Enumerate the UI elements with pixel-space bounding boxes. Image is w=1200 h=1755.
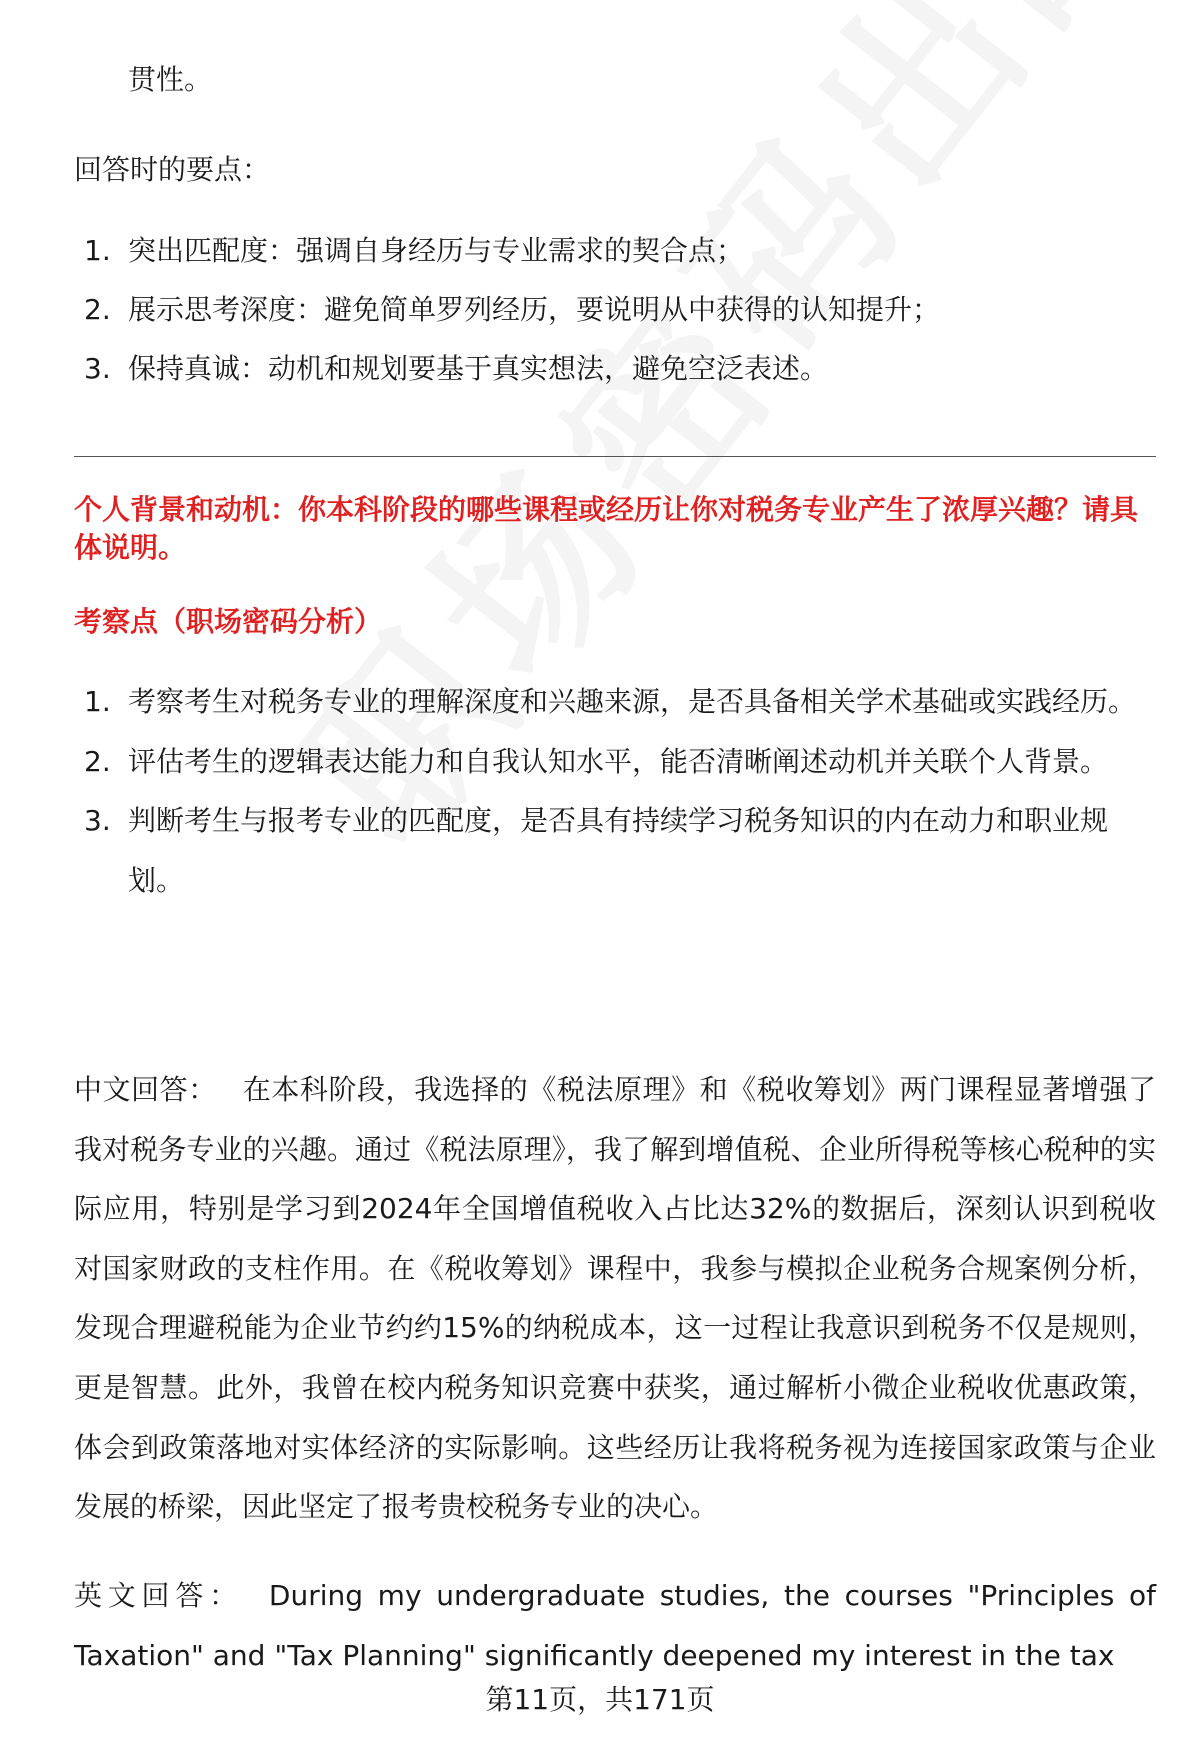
assessment-list: [74, 672, 1156, 910]
english-answer-text: During my undergraduate studies, the courses "Principles of Taxation" and "Tax Planning" significantly deepened my interest in the tax: [74, 1579, 1156, 1672]
list-item: 1. 突出匹配度：强调自身经历与专业需求的契合点；: [84, 234, 745, 267]
answer-tips-list: [74, 221, 1156, 398]
question-title: 个人背景和动机：你本科阶段的哪些课程或经历让你对税务专业产生了浓厚兴趣？请具体说明。: [74, 493, 1139, 564]
list-item: 2. 评估考生的逻辑表达能力和自我认知水平，能否清晰阐述动机并关联个人背景。: [84, 744, 1109, 778]
list-item: 2. 展示思考深度：避免简单罗列经历，要说明从中获得的认知提升；: [84, 293, 941, 326]
answer-tips-heading: 回答时的要点：: [74, 153, 271, 186]
list-item: 1. 考察考生对税务专业的理解深度和兴趣来源，是否具备相关学术基础或实践经历。: [84, 685, 1137, 718]
assessment-heading: 考察点（职场密码分析）: [74, 605, 383, 638]
section-divider: [74, 456, 1156, 457]
assessment-section: [74, 672, 1156, 910]
continuation-text: 贯性。: [128, 63, 213, 96]
chinese-answer-text: 在本科阶段，我选择的《税法原理》和《税收筹划》两门课程显著增强了我对税务专业的兴趣。通过《税法原理》，我了解到增值税、企业所得税等核心税种的实际应用，特别是学习到2024年全国增值税收入占比达32%的数据后，深刻认识到税收对国家财政的支柱作用。在《税收筹划》课程中，我参与模拟企业税务合规案例分析，发现合理避税能为企业节约约15%的纳税成本，这一过程让我意识到税务不仅是规则，更是智慧。此外，我曾在校内税务知识竞赛中获奖，通过解析小微企业税收优惠政策，体会到政策落地对实体经济的实际影响。这些经历让我将税务视为连接国家政策与企业发展的桥梁，因此坚定了报考贵校税务专业的决心。: [74, 1073, 1156, 1524]
chinese-answer: [74, 1060, 1156, 1537]
answer-tips-section: [74, 142, 1156, 398]
english-answer-label: 英文回答：: [74, 1579, 243, 1612]
list-item: 3. 判断考生与报考专业的匹配度，是否具有持续学习税务知识的内在动力和职业规划。: [84, 804, 1109, 897]
page-footer: 第11页，共171页: [485, 1683, 715, 1716]
english-answer: [74, 1566, 1156, 1685]
list-item: 3. 保持真诚：动机和规划要基于真实想法，避免空泛表述。: [84, 352, 829, 385]
chinese-answer-label: 中文回答：: [74, 1073, 217, 1106]
